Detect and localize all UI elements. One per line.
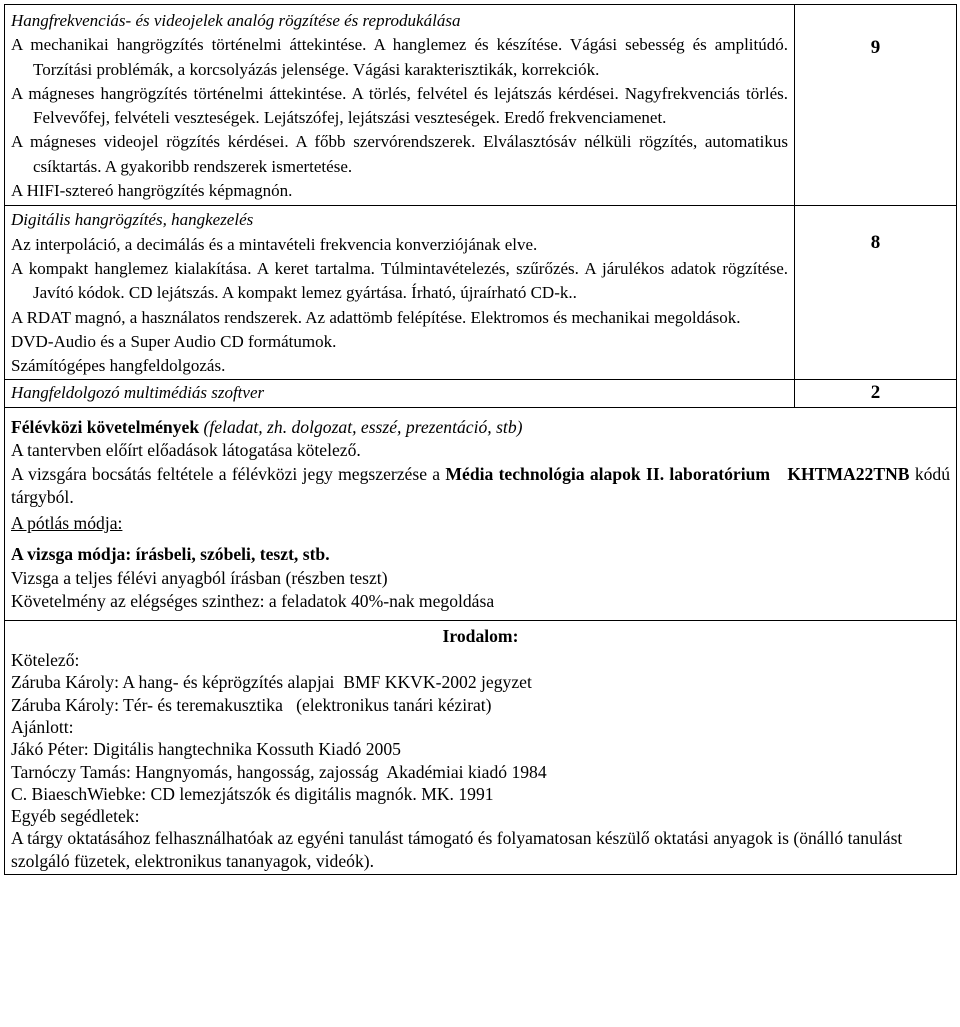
requirements-row xyxy=(5,407,957,620)
requirements-heading-note: (feladat, zh. dolgozat, esszé, prezentáció, stb) xyxy=(203,416,523,437)
section-row xyxy=(5,5,957,206)
literature-item: Jákó Péter: Digitális hangtechnika Kossuth Kiadó 2005 xyxy=(11,739,401,760)
section-content xyxy=(5,5,795,206)
section-line: A mágneses hangrögzítés történelmi áttekintése. A törlés, felvétel és lejátszás kérdései. Nagyfrekvenciás törlés. Felvevőfej, felvételi veszteségek. Lejátszófej, lejátszási veszteségek. Eredő frekvenciamenet. xyxy=(11,83,788,128)
literature-cell xyxy=(5,620,957,874)
literature-item: C. BiaeschWiebke: CD lemezjátszók és digitális magnók. MK. 1991 xyxy=(11,783,494,804)
recommended-label: Ajánlott: xyxy=(11,716,74,737)
syllabus-table xyxy=(4,4,957,875)
attendance-text: A tantervben előírt előadások látogatása kötelező. xyxy=(11,440,361,461)
exam-condition-tail: kódú tárgyból. xyxy=(11,463,951,508)
exam-condition-text: A vizsgára bocsátás feltétele a félévközi jegy megszerzése a xyxy=(11,463,441,484)
section-row xyxy=(5,206,957,380)
literature-item: Záruba Károly: Tér- és teremakusztika (elektronikus tanári kézirat) xyxy=(11,694,492,715)
literature-row xyxy=(5,620,957,874)
hours-value: 9 xyxy=(870,37,881,58)
literature-item: Záruba Károly: A hang- és képrögzítés alapjai BMF KKVK-2002 jegyzet xyxy=(11,672,532,693)
literature-heading: Irodalom: xyxy=(442,625,519,646)
exam-condition-subject: Média technológia alapok II. laboratórium xyxy=(445,463,771,484)
pass-requirement: Követelmény az elégséges szinthez: a feladatok 40%-nak megoldása xyxy=(11,591,495,612)
section-line: A HIFI-sztereó hangrögzítés képmagnón. xyxy=(11,181,293,201)
exam-text: Vizsga a teljes félévi anyagból írásban (részben teszt) xyxy=(11,567,388,588)
section-line: A mágneses videojel rögzítés kérdései. A főbb szervórendszerek. Elválasztósáv nélküli rögzítés, automatikus csíktartás. A gyakoribb rendszerek ismertetése. xyxy=(11,132,788,176)
requirements-cell xyxy=(5,407,957,620)
section-line: A RDAT magnó, a használatos rendszerek. Az adattömb felépítése. Elektromos és mechanikai megoldások. xyxy=(11,307,741,327)
section-title: Hangfeldolgozó multimédiás szoftver xyxy=(11,383,265,403)
other-text: A tárgy oktatásához felhasználhatóak az egyéni tanulást támogató és folyamatosan készülő oktatási anyagok is (önálló tanulást szolgáló füzetek, elektronikus tananyagok, videók). xyxy=(11,828,903,871)
requirements-heading xyxy=(11,416,950,440)
hours-value: 8 xyxy=(870,232,881,254)
section-hours xyxy=(795,5,957,206)
other-label: Egyéb segédletek: xyxy=(11,806,140,827)
exam-condition xyxy=(11,463,950,510)
section-content xyxy=(5,206,795,380)
literature-item: Tarnóczy Tamás: Hangnyomás, hangosság, zajosság Akadémiai kiadó 1984 xyxy=(11,761,547,782)
section-title: Digitális hangrögzítés, hangkezelés xyxy=(11,210,254,230)
requirements-heading-bold: Félévközi követelmények xyxy=(11,416,200,437)
section-line: Számítógépes hangfeldolgozás. xyxy=(11,356,226,376)
section-line: DVD-Audio és a Super Audio CD formátumok. xyxy=(11,331,337,351)
section-line: A kompakt hanglemez kialakítása. A keret tartalma. Túlmintavételezés, szűrőzés. A járulékos adatok rögzítése. Javító kódok. CD lejátszás. A kompakt lemez gyártása. Írható, újraírható CD-k.. xyxy=(11,258,788,303)
section-content xyxy=(5,380,795,407)
section-line: A mechanikai hangrögzítés történelmi áttekintése. A hanglemez és készítése. Vágási sebesség és amplitúdó. Torzítási problémák, a korcsolyázás jelensége. Vágási karakterisztikák, korrekciók. xyxy=(11,35,788,79)
section-row xyxy=(5,380,957,407)
exam-condition-code: KHTMA22TNB xyxy=(787,463,910,484)
section-hours xyxy=(795,206,957,380)
exam-mode: A vizsga módja: írásbeli, szóbeli, teszt, stb. xyxy=(11,544,330,565)
section-hours xyxy=(795,380,957,407)
hours-value: 2 xyxy=(870,382,881,404)
section-line: Az interpoláció, a decimálás és a mintavételi frekvencia konverziójának elve. xyxy=(11,234,538,254)
section-title: Hangfrekvenciás- és videojelek analóg rögzítése és reprodukálása xyxy=(11,11,461,30)
mandatory-label: Kötelező: xyxy=(11,650,80,671)
makeup-label: A pótlás módja: xyxy=(11,512,123,533)
